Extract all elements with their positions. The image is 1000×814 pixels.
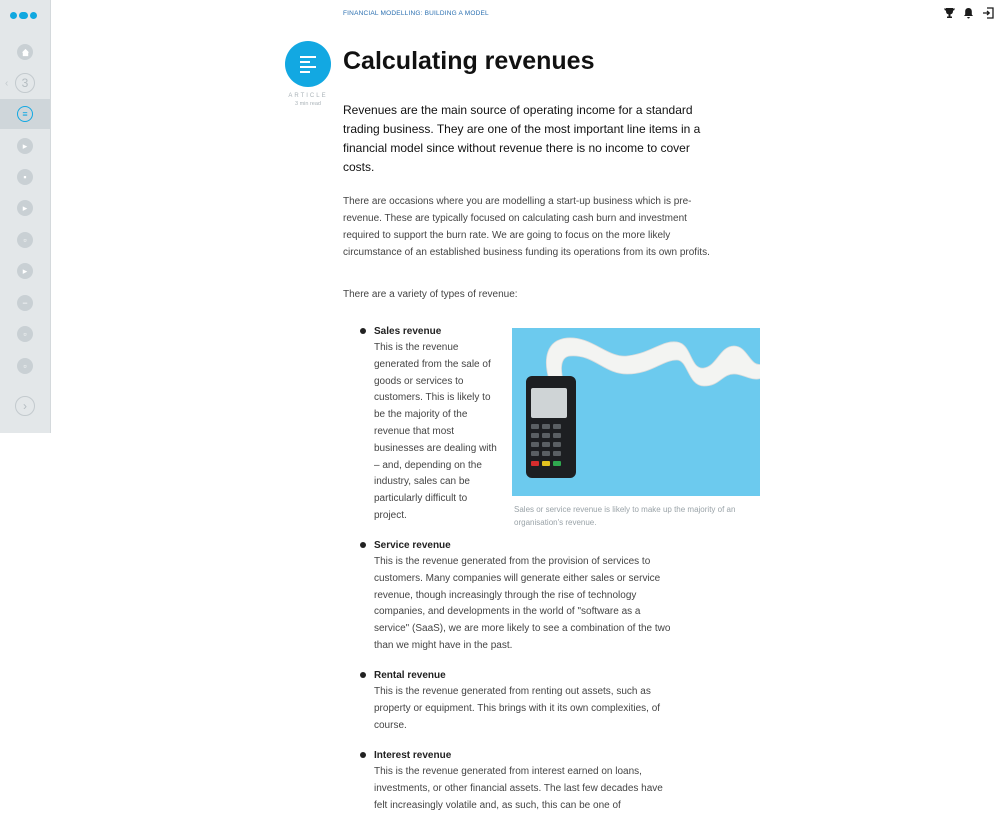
bullet-text: This is the revenue generated from renting out assets, such as property or equipment. This brings with it its own complexities, of course. [374, 686, 661, 731]
chevron-left-icon[interactable]: ‹ [5, 78, 9, 89]
video-icon: ▸ [17, 263, 33, 279]
sidebar-home[interactable] [0, 37, 50, 67]
document-icon: ▫ [17, 326, 33, 342]
bullet-marker [360, 672, 366, 678]
bullet-title: Service revenue [374, 540, 451, 551]
intro-paragraph: Revenues are the main source of operating income for a standard trading business. They are one of the most important line items in a financial model since without revenue there is no income to cover costs. [343, 103, 701, 174]
sidebar-item-video[interactable] [0, 256, 50, 286]
sidebar-item-document[interactable] [0, 225, 50, 255]
body-paragraph: There are occasions where you are modelling a start-up business which is pre-revenue. These are typically focused on calculating cash burn and investment required to support the burn rate. We are going to focus on the more likely circumstance of an established business funding its operations from its own profits. [343, 196, 710, 258]
sidebar-item-chat[interactable] [0, 162, 50, 192]
content-type-label: ARTICLE [288, 93, 328, 99]
document-icon: ▫ [17, 232, 33, 248]
bullet-marker [360, 752, 366, 758]
bullet-text: This is the revenue generated from the sale of goods or services to customers. This is likely to be the majority of the revenue that most businesses are dealing with – and, depending on the industry, sales can be particularly difficult to project. [374, 342, 497, 521]
article-icon: ≡ [17, 106, 33, 122]
sidebar-item-video[interactable] [0, 193, 50, 223]
top-actions [944, 7, 994, 21]
bullet-text: This is the revenue generated from interest earned on loans, investments, or other financial assets. The last few decades have felt increasingly volatile and, as such, this can be one of [374, 766, 663, 811]
sidebar-next[interactable] [0, 391, 50, 421]
breadcrumb[interactable]: FINANCIAL MODELLING: BUILDING A MODEL [343, 10, 489, 17]
body-paragraph: There are a variety of types of revenue: [343, 289, 518, 300]
sidebar-item-exercise[interactable] [0, 288, 50, 318]
sidebar-item-video[interactable] [0, 131, 50, 161]
image-caption: Sales or service revenue is likely to make up the majority of an organisation's revenue. [514, 505, 736, 527]
read-time: 3 min read [295, 101, 321, 107]
chat-icon: ▪ [17, 169, 33, 185]
video-icon: ▸ [17, 200, 33, 216]
article-badge [285, 41, 331, 87]
exercise-icon: − [17, 295, 33, 311]
article-image [512, 328, 760, 496]
home-icon [17, 44, 33, 60]
chevron-right-icon: › [15, 396, 35, 416]
page-title: Calculating revenues [343, 47, 595, 75]
article-icon [300, 53, 316, 76]
bullet-title: Interest revenue [374, 750, 452, 761]
document-icon: ▫ [17, 358, 33, 374]
sidebar-item-document[interactable] [0, 319, 50, 349]
bullet-text: This is the revenue generated from the provision of services to customers. Many companies will generate either sales or service revenue, though increasingly through the rise of technology companies, and developments in the world of "software as a service" (SaaS), we are more likely to see a combination of the two than we might have in the past. [374, 556, 671, 651]
trophy-icon[interactable] [944, 7, 955, 21]
bullet-marker [360, 328, 366, 334]
sidebar-item-article[interactable] [0, 99, 50, 129]
bullet-title: Rental revenue [374, 670, 446, 681]
step-number: 3 [15, 73, 35, 93]
brand-logo[interactable] [10, 12, 37, 19]
logout-icon[interactable] [982, 7, 994, 21]
video-icon: ▸ [17, 138, 33, 154]
sidebar-item-document[interactable] [0, 351, 50, 381]
course-sidebar [0, 0, 51, 433]
bullet-marker [360, 542, 366, 548]
bullet-title: Sales revenue [374, 326, 442, 337]
bell-icon[interactable] [963, 7, 974, 21]
sidebar-step[interactable] [0, 68, 50, 98]
